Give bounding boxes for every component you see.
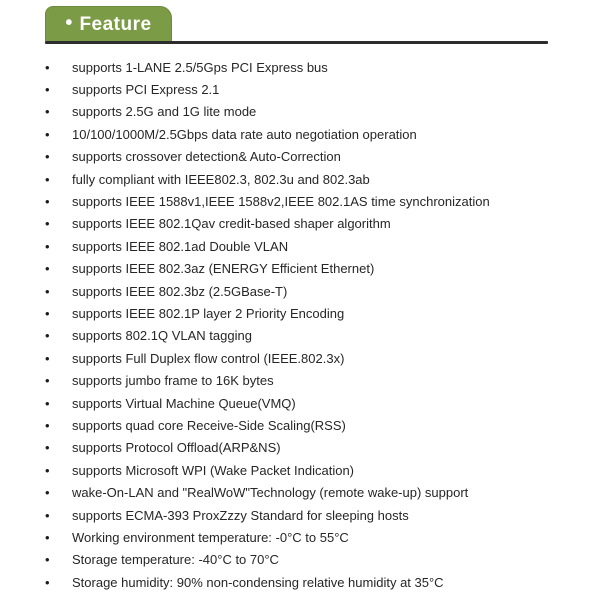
feature-text: supports crossover detection& Auto-Correction	[72, 149, 341, 165]
feature-item	[0, 504, 600, 526]
header-underline	[45, 41, 548, 44]
feature-text: Storage temperature: -40°C to 70°C	[72, 552, 279, 568]
feature-text: supports IEEE 802.3bz (2.5GBase-T)	[72, 283, 288, 299]
bullet-icon: •	[45, 126, 50, 142]
bullet-icon: •	[45, 283, 50, 299]
feature-item	[0, 235, 600, 257]
feature-text: supports 2.5G and 1G lite mode	[72, 104, 257, 120]
feature-item	[0, 347, 600, 369]
feature-item	[0, 123, 600, 145]
feature-item	[0, 302, 600, 324]
feature-item	[0, 146, 600, 168]
feature-item	[0, 414, 600, 436]
bullet-icon: •	[45, 261, 50, 277]
feature-item	[0, 549, 600, 571]
page-title: Feature	[79, 13, 152, 35]
feature-item	[0, 78, 600, 100]
feature-item	[0, 526, 600, 548]
bullet-icon: •	[45, 238, 50, 254]
feature-item	[0, 369, 600, 391]
feature-text: 10/100/1000M/2.5Gbps data rate auto negotiation operation	[72, 126, 417, 142]
feature-item	[0, 280, 600, 302]
feature-item	[0, 437, 600, 459]
bullet-icon: •	[45, 395, 50, 411]
feature-item	[0, 459, 600, 481]
feature-banner	[45, 6, 172, 41]
feature-text: fully compliant with IEEE802.3, 802.3u and 802.3ab	[72, 171, 370, 187]
feature-text: supports IEEE 802.1Qav credit-based shaper algorithm	[72, 216, 391, 232]
feature-text: supports IEEE 1588v1,IEEE 1588v2,IEEE 802.1AS time synchronization	[72, 194, 490, 210]
feature-text: supports PCI Express 2.1	[72, 82, 220, 98]
feature-text: supports quad core Receive-Side Scaling(RSS)	[72, 417, 346, 433]
feature-text: supports Protocol Offload(ARP&NS)	[72, 440, 281, 456]
bullet-icon: •	[45, 507, 50, 523]
feature-text: Working environment temperature: -0°C to 55°C	[72, 529, 349, 545]
feature-item	[0, 213, 600, 235]
feature-text: supports IEEE 802.1ad Double VLAN	[72, 238, 289, 254]
feature-text: supports 1-LANE 2.5/5Gps PCI Express bus	[72, 59, 328, 75]
feature-text: supports 802.1Q VLAN tagging	[72, 328, 252, 344]
bullet-icon: •	[45, 485, 50, 501]
bullet-icon: •	[45, 305, 50, 321]
feature-text: supports jumbo frame to 16K bytes	[72, 373, 274, 389]
bullet-icon: •	[45, 373, 50, 389]
bullet-icon: •	[45, 552, 50, 568]
bullet-icon: •	[45, 417, 50, 433]
bullet-icon: •	[45, 328, 50, 344]
feature-text: supports IEEE 802.1P layer 2 Priority Encoding	[72, 305, 345, 321]
feature-item	[0, 190, 600, 212]
bullet-icon: •	[45, 194, 50, 210]
feature-item	[0, 56, 600, 78]
feature-text: supports ECMA-393 ProxZzzy Standard for sleeping hosts	[72, 507, 409, 523]
feature-item	[0, 392, 600, 414]
bullet-icon: •	[45, 171, 50, 187]
bullet-icon: •	[45, 104, 50, 120]
bullet-icon: •	[45, 59, 50, 75]
bullet-icon: •	[45, 529, 50, 545]
feature-item	[0, 258, 600, 280]
feature-list	[0, 56, 600, 593]
feature-text: supports IEEE 802.3az (ENERGY Efficient Ethernet)	[72, 261, 375, 277]
bullet-icon: •	[45, 350, 50, 366]
bullet-icon: •	[45, 440, 50, 456]
feature-text: supports Virtual Machine Queue(VMQ)	[72, 395, 296, 411]
feature-item	[0, 101, 600, 123]
feature-item	[0, 481, 600, 503]
feature-text: wake-On-LAN and "RealWoW"Technology (remote wake-up) support	[72, 485, 469, 501]
bullet-icon: •	[45, 149, 50, 165]
feature-text: supports Full Duplex flow control (IEEE.802.3x)	[72, 350, 345, 366]
bullet-icon: •	[45, 82, 50, 98]
feature-item	[0, 168, 600, 190]
feature-text: supports Microsoft WPI (Wake Packet Indication)	[72, 462, 355, 478]
bullet-icon: •	[45, 574, 50, 590]
feature-item	[0, 325, 600, 347]
feature-item	[0, 571, 600, 593]
banner-bullet-icon: •	[65, 12, 73, 34]
bullet-icon: •	[45, 462, 50, 478]
feature-text: Storage humidity: 90% non-condensing relative humidity at 35°C	[72, 574, 444, 590]
bullet-icon: •	[45, 216, 50, 232]
